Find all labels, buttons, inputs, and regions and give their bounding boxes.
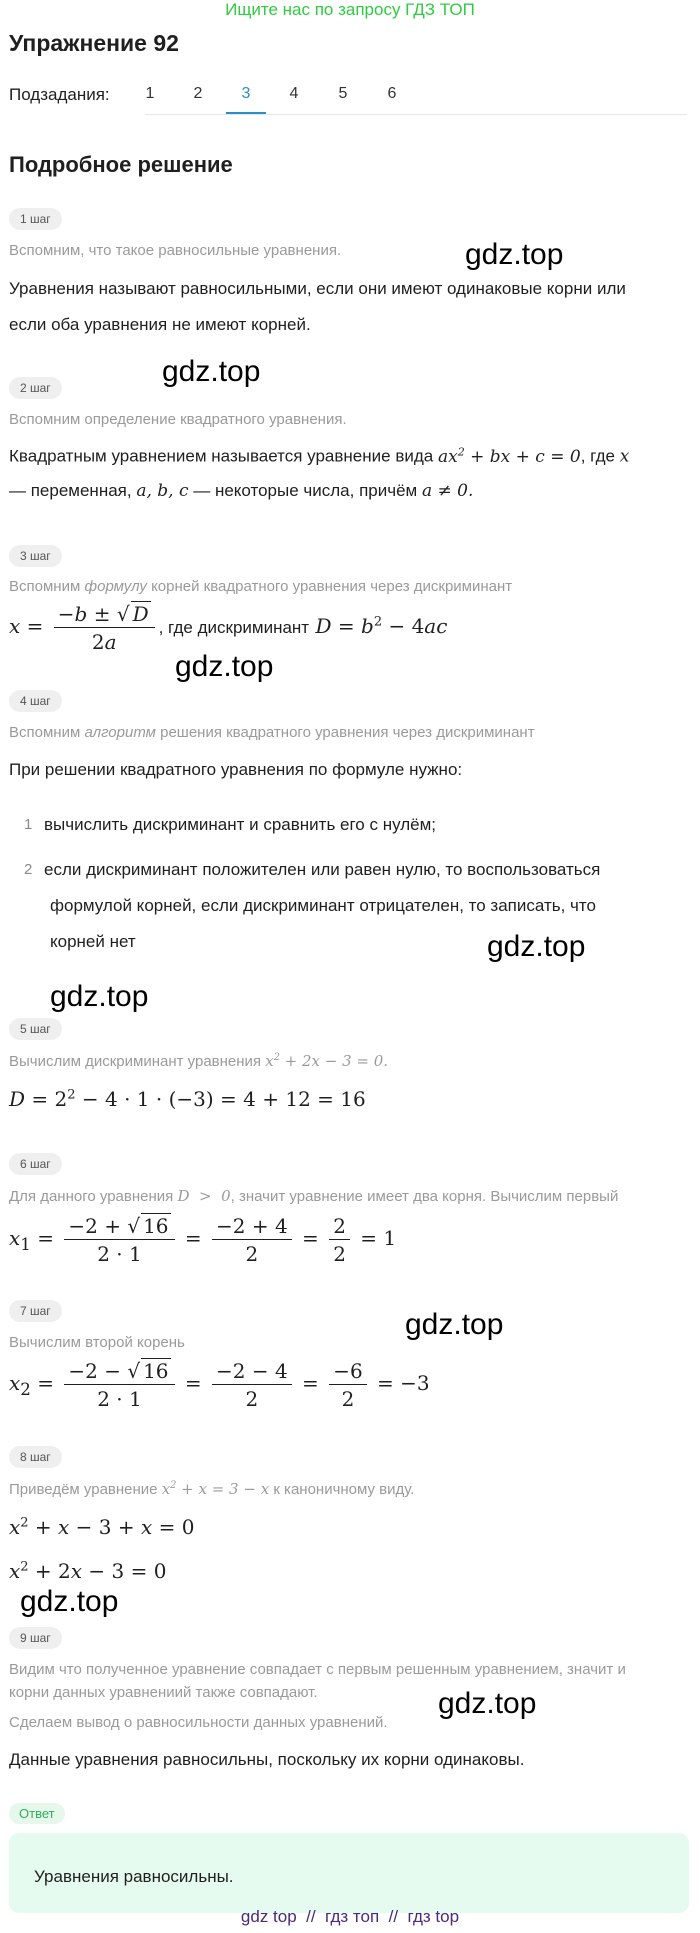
step-hint [9,1480,414,1498]
step-badge: 5 шаг [9,1018,62,1040]
hint-part: Вспомним [9,724,81,741]
step-hint: Вспомним, что такое равносильные уравнения. [9,242,342,259]
tab-subtask-5[interactable]: 5 [338,85,348,102]
answer-badge: Ответ [9,1803,65,1824]
watermark: gdz.top [405,1308,504,1341]
step-text [9,445,629,467]
list-item: если дискриминант положителен или равен нулю, то воспользоваться [44,860,601,879]
list-number: 1 [24,816,33,833]
section-title: Подробное решение [9,152,233,177]
list-item: вычислить дискриминант и сравнить его с нулём; [44,815,437,834]
hint-part: , значит уравнение имеет два корня. Вычислим первый [230,1188,619,1205]
hint-part: корней квадратного уравнения через дискриминант [151,578,513,595]
tabs-divider [145,114,687,115]
equation-math: $x^2 + 2x - 3 = 0$. [265,1052,389,1070]
watermark: gdz.top [438,1687,537,1720]
answer-text: Уравнения равносильны. [34,1867,234,1886]
step-badge: 8 шаг [9,1446,62,1468]
step-hint: Сделаем вывод о равносильности данных уравнений. [9,1714,388,1731]
watermark: gdz.top [50,980,149,1013]
page-title: Упражнение 92 [9,30,179,56]
equation-line: $x^2 + 2x - 3 = 0$ [9,1559,167,1583]
step-badge: 3 шаг [9,545,62,567]
hint-part: Для данного уравнения [9,1188,174,1205]
tab-subtask-4[interactable]: 4 [289,85,299,102]
equation-math: $x^2 + x = 3 - x$ [161,1480,270,1498]
second-root-calc: $x_2$ = $\frac{-2 - √ 16}{2 \cdot 1}$ = $\frac{-2 - 4}{2}$ = $\frac{-6}{2}$ = −3 [9,1358,430,1411]
tab-subtask-6[interactable]: 6 [387,85,397,102]
list-item-cont: формулой корней, если дискриминант отрицателен, то записать, что [50,896,596,915]
step-badge: 1 шаг [9,208,62,230]
footer-separator: // [388,1907,399,1926]
list-number: 2 [24,861,33,878]
equation-line: $x^2 + x - 3 + x = 0$ [9,1515,195,1539]
hint-part: к каноничному виду. [273,1481,415,1498]
watermark: gdz.top [175,650,274,683]
step-text [9,481,473,501]
text-part: — некоторые числа, причём [193,481,418,500]
watermark: gdz.top [20,1585,119,1618]
first-root-calc: $x_1$ = $\frac{-2 + √ 16}{2 \cdot 1}$ = $\frac{-2 + 4}{2}$ = $\frac{2}{2}$ = 1 [9,1213,397,1266]
coefficients-math: a, b, c [136,481,189,501]
step-badge: 6 шаг [9,1153,62,1175]
step-text: если оба уравнения не имеют корней. [9,315,311,334]
step-badge: 7 шаг [9,1300,62,1322]
subtasks-label: Подзадания: [9,85,110,104]
step-hint [9,724,535,741]
variable-math: x [619,446,630,467]
step-hint [9,578,512,595]
step-hint: Видим что полученное уравнение совпадает с первым решенным уравнением, значит и [9,1661,626,1678]
step-hint [9,1187,618,1205]
condition-math: a ≠ 0. [421,481,474,501]
step-text: Уравнения называют равносильными, если они имеют одинаковые корни или [9,279,626,298]
watermark: gdz.top [487,930,586,963]
watermark: gdz.top [465,238,564,271]
tab-subtask-2[interactable]: 2 [193,85,203,102]
formula-text: , где дискриминант [158,618,310,637]
conclusion-text: Данные уравнения равносильны, поскольку их корни одинаковы. [9,1750,525,1769]
hint-part: Вычислим дискриминант уравнения [9,1053,262,1070]
active-tab-indicator [226,112,266,114]
quadratic-equation-math: $ax^2$ + bx + c = 0 [437,445,581,467]
footer-link[interactable]: гдз top [407,1907,460,1926]
step-badge: 9 шаг [9,1627,62,1649]
hint-part: Приведём уравнение [9,1481,158,1498]
watermark: gdz.top [162,355,261,388]
text-part: — переменная, [9,481,132,500]
step-badge: 4 шаг [9,690,62,712]
footer-link[interactable]: gdz top [240,1907,297,1926]
condition-math: D > 0 [177,1187,231,1205]
step-text: При решении квадратного уравнения по формуле нужно: [9,760,463,779]
footer-links [0,1907,700,1927]
text-part: , где [580,446,615,466]
hint-part: решения квадратного уравнения через дискриминант [160,724,535,741]
step-hint: Вспомним определение квадратного уравнения. [9,411,347,428]
step-hint [9,1052,388,1070]
roots-formula: x = $\frac{-b \pm √ D}{2a}$ , где дискриминант $D = b^2 - 4ac$ [9,602,448,654]
hint-part: Вспомним [9,578,81,595]
hint-emphasis: формулу [84,578,147,595]
footer-link[interactable]: гдз топ [325,1907,380,1926]
footer-separator: // [306,1907,316,1926]
list-item-cont: корней нет [50,932,136,951]
step-hint: корни данных уравнениий также совпадают. [9,1684,318,1701]
step-hint: Вычислим второй корень [9,1334,185,1351]
text-part: Квадратным уравнением называется уравнение вида [9,446,434,466]
hint-emphasis: алгоритм [84,724,156,741]
step-badge: 2 шаг [9,377,62,399]
discriminant-calc: $D = 2^2 - 4 \cdot 1 \cdot (-3) = 4 + 12 = 16$ [9,1087,366,1111]
tab-subtask-3[interactable]: 3 [241,85,251,102]
fraction: $\frac{-b \pm √ D}{2a}$ [54,601,155,654]
tab-subtask-1[interactable]: 1 [145,85,155,102]
promo-banner[interactable]: Ищите нас по запросу ГДЗ ТОП [225,0,475,19]
